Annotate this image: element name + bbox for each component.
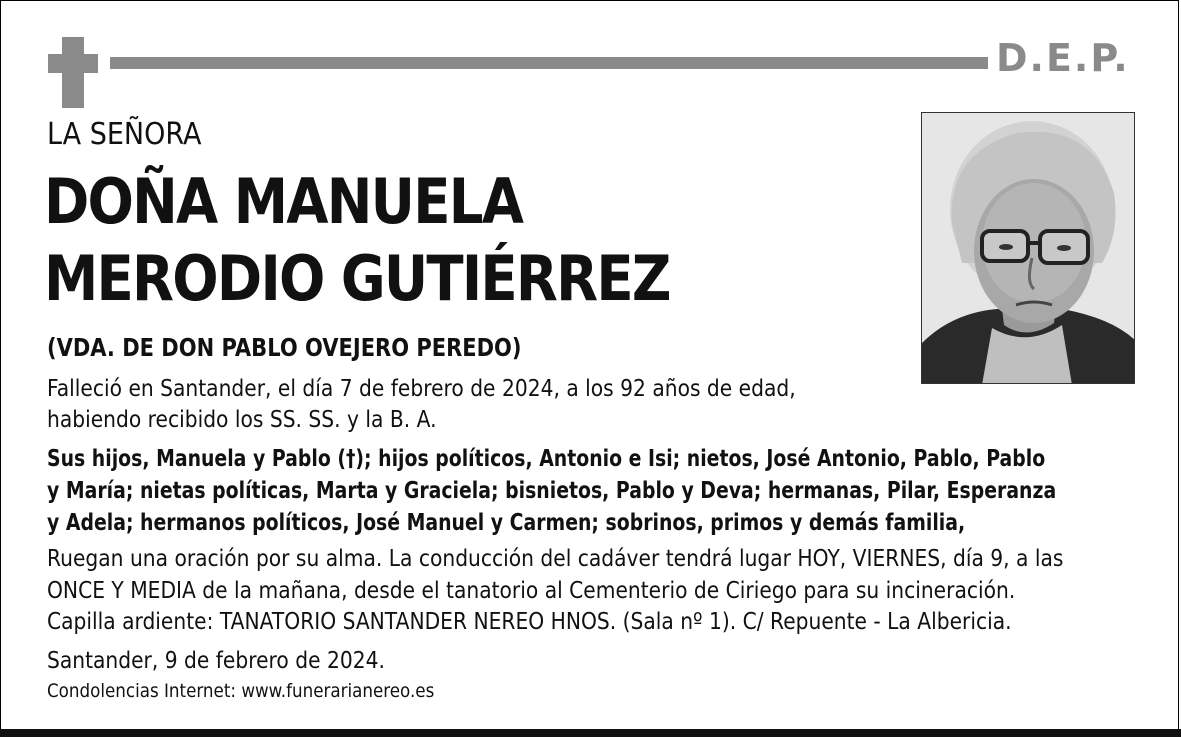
ceremony-line2: ONCE Y MEDIA de la mañana, desde el tanatorio al Cementerio de Ciriego para su incineración. [47,578,1016,604]
deceased-name-line2: MERODIO GUTIÉRREZ [44,242,670,315]
widow-of: (VDA. DE DON PABLO OVEJERO PEREDO) [47,333,522,362]
family-line1: Sus hijos, Manuela y Pablo (†); hijos políticos, Antonio e Isi; nietos, José Antonio, Pablo, Pablo [47,446,1046,472]
family-line2: y María; nietas políticas, Marta y Graciela; bisnietos, Pablo y Deva; hermanas, Pilar, Esperanza [47,478,1057,504]
header-rule [110,57,988,69]
deceased-name-line1: DOÑA MANUELA [44,165,523,238]
condolences-line: Condolencias Internet: www.funerarianereo.es [47,680,435,702]
family-line3: y Adela; hermanos políticos, José Manuel y Carmen; sobrinos, primos y demás familia, [47,510,966,536]
death-notice-line2: habiendo recibido los SS. SS. y la B. A. [47,407,437,433]
place-date: Santander, 9 de febrero de 2024. [47,648,385,674]
death-notice-line1: Falleció en Santander, el día 7 de febrero de 2024, a los 92 años de edad, [47,376,796,402]
ceremony-line1: Ruegan una oración por su alma. La conducción del cadáver tendrá lugar HOY, VIERNES, día 9, a las [47,546,1064,572]
ceremony-line3: Capilla ardiente: TANATORIO SANTANDER NEREO HNOS. (Sala nº 1). C/ Repuente - La Albericia. [47,609,1012,635]
title-line: LA SEÑORA [47,117,202,152]
dep-label: D.E.P. [996,36,1130,80]
deceased-portrait [921,112,1135,384]
bottom-border [0,729,1181,737]
